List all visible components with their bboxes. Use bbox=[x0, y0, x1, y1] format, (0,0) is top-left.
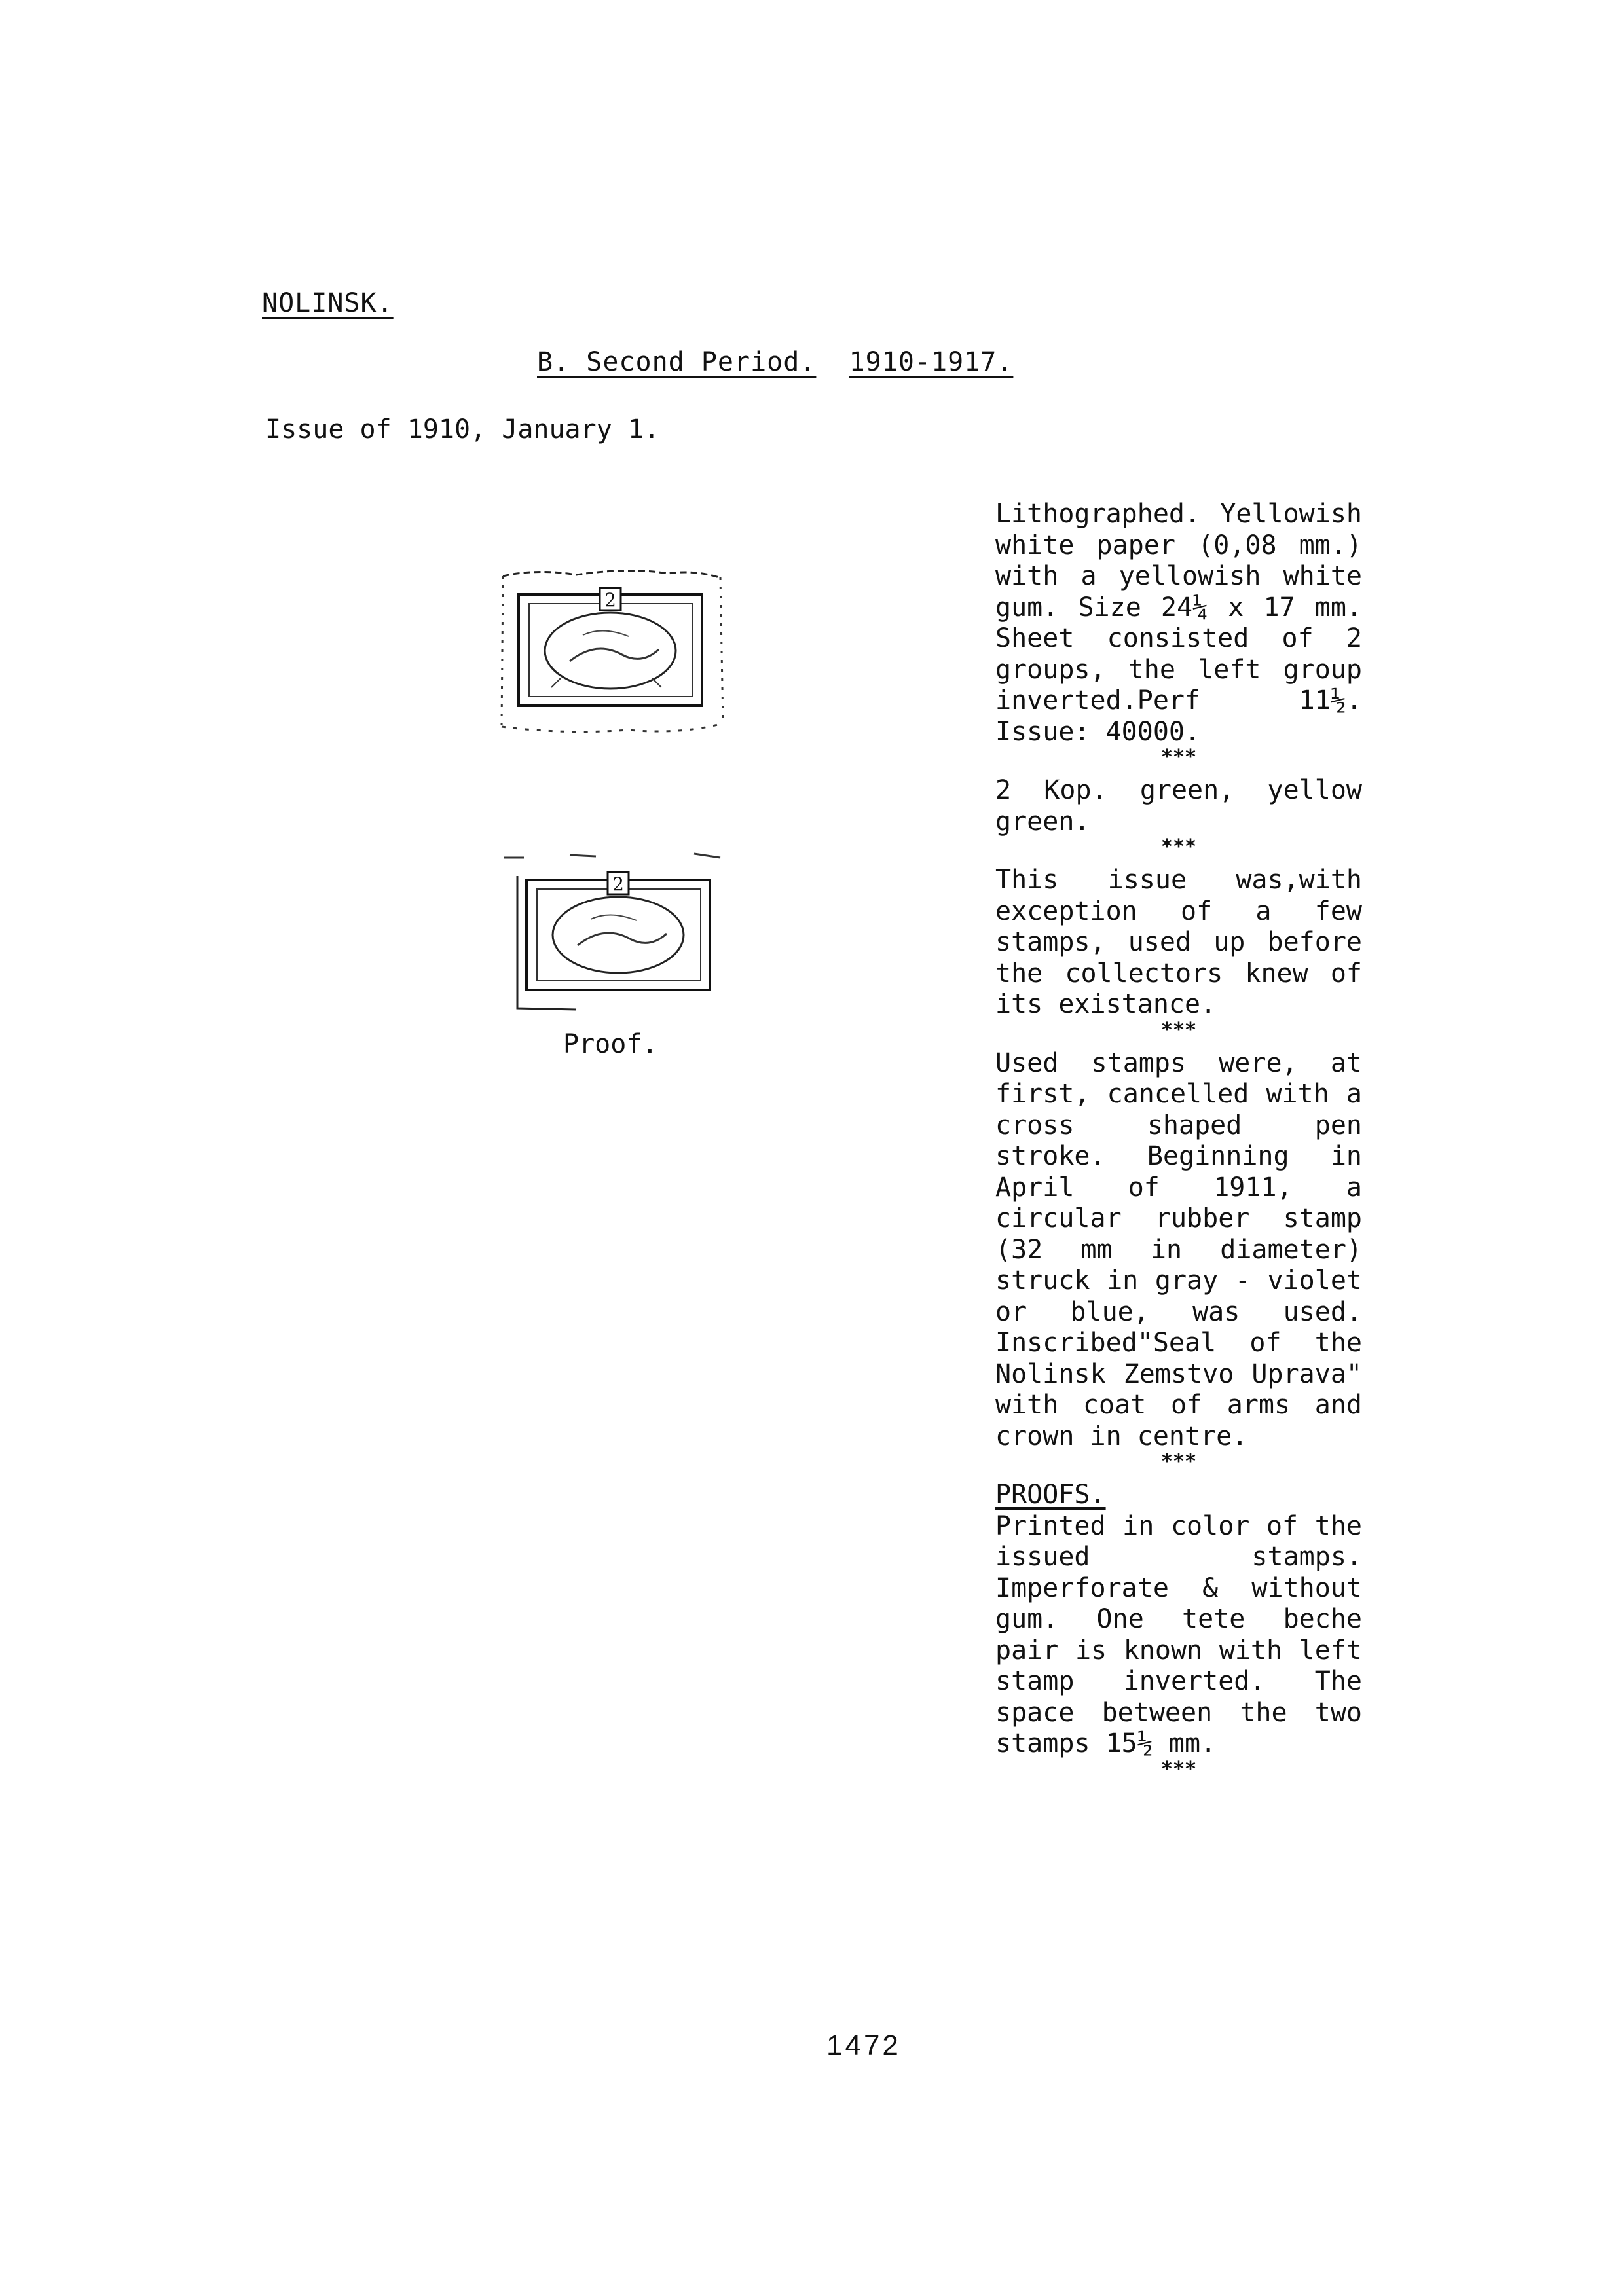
proofs-details: Printed in color of the issued stamps. Imperforate & without gum. One tete beche pair is known with left stamp inverted. The space between the two stamps 15½ mm. bbox=[995, 1510, 1362, 1758]
color-details: 2 Kop. green, yellow green. bbox=[995, 775, 1362, 837]
separator: *** bbox=[1160, 835, 1197, 858]
period-heading bbox=[537, 347, 1013, 377]
separator: *** bbox=[1160, 1018, 1197, 1042]
period-name: B. Second Period. bbox=[537, 347, 817, 377]
cancellation-details: Used stamps were, at first, cancelled with a cross shaped pen stroke. Beginning in April of 1911, a circular rubber stamp (32 mm in diameter) struck in gray - violet or blue, was used. Inscribed"Seal of the Nolinsk Zemstvo Uprava" with coat of arms and crown in centre. bbox=[995, 1048, 1362, 1451]
proofs-heading: PROOFS. bbox=[995, 1480, 1106, 1510]
separator: *** bbox=[1160, 746, 1197, 769]
printing-details: Lithographed. Yellowish white paper (0,08 mm.) with a yellowish white gum. Size 24¼ x 17 mm. Sheet consisted of 2 groups, the left group inverted.Perf 11½. Issue: 40000. bbox=[995, 499, 1362, 747]
description-column bbox=[995, 499, 1362, 1787]
period-years: 1910-1917. bbox=[849, 347, 1014, 377]
separator: *** bbox=[1160, 1757, 1197, 1781]
separator: *** bbox=[1160, 1450, 1197, 1473]
stamp-value-label: 2 bbox=[604, 589, 616, 611]
issue-date-line: Issue of 1910, January 1. bbox=[265, 414, 660, 445]
page-title: NOLINSK. bbox=[262, 288, 394, 318]
page-number: 1472 bbox=[826, 2030, 901, 2062]
proof-stamp-illustration bbox=[498, 845, 727, 1021]
proof-stamp-value-label: 2 bbox=[612, 873, 624, 895]
usage-note: This issue was,with exception of a few stamps, used up before the collectors knew of its existance. bbox=[995, 865, 1362, 1019]
stamp-illustration bbox=[498, 563, 727, 740]
proof-caption: Proof. bbox=[563, 1029, 658, 1059]
